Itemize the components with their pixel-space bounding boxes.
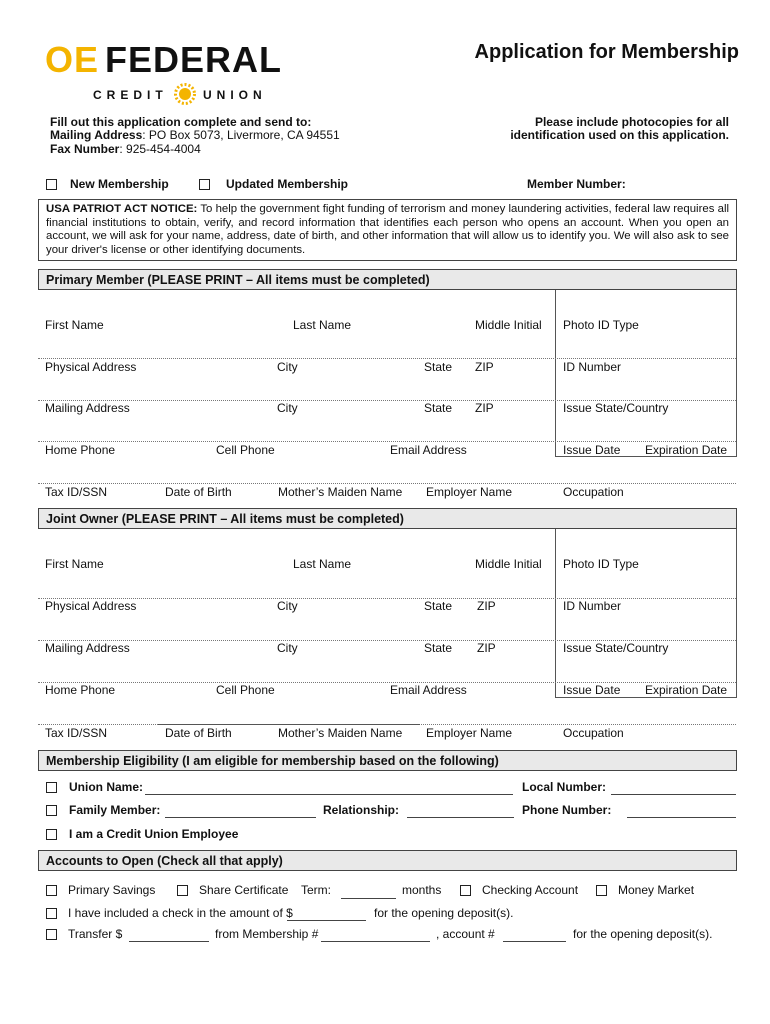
primary-dob[interactable]: Date of Birth xyxy=(165,485,232,499)
primary-employer[interactable]: Employer Name xyxy=(426,485,513,499)
primary-email[interactable]: Email Address xyxy=(390,443,467,457)
primary-row3-line xyxy=(38,441,736,442)
joint-row3-line xyxy=(38,682,736,683)
joint-employer[interactable]: Employer Name xyxy=(426,726,513,740)
account-number-field[interactable] xyxy=(503,941,566,942)
fax-line xyxy=(50,142,201,156)
joint-photo-id-type[interactable]: Photo ID Type xyxy=(563,557,639,571)
employee-label: I am a Credit Union Employee xyxy=(69,827,239,841)
transfer-amount-field[interactable] xyxy=(129,941,209,942)
mailing-label: Mailing Address xyxy=(50,128,143,142)
employee-checkbox[interactable] xyxy=(46,829,57,840)
joint-id-divider xyxy=(555,529,556,698)
joint-right-border xyxy=(736,529,737,698)
joint-first-name[interactable]: First Name xyxy=(45,557,104,571)
new-membership-label: New Membership xyxy=(70,177,169,191)
local-number-field[interactable] xyxy=(611,794,736,795)
union-name-field[interactable] xyxy=(145,794,513,795)
primary-right-border xyxy=(736,290,737,457)
photocopy-note-2: identification used on this application. xyxy=(510,128,729,142)
term-field[interactable] xyxy=(341,898,396,899)
joint-zip[interactable]: ZIP xyxy=(477,599,496,613)
joint-expiration-date[interactable]: Expiration Date xyxy=(645,683,728,697)
family-member-field[interactable] xyxy=(165,817,316,818)
photocopy-note-1: Please include photocopies for all xyxy=(534,115,729,129)
new-membership-checkbox[interactable] xyxy=(46,179,57,190)
mailing-address-line xyxy=(50,128,340,142)
checking-account-label: Checking Account xyxy=(482,883,579,897)
logo-graphic xyxy=(45,40,325,110)
checking-account-checkbox[interactable] xyxy=(460,885,471,896)
joint-dob[interactable]: Date of Birth xyxy=(165,726,232,740)
joint-dob-underline xyxy=(158,724,420,725)
notice-body: To help the government fight funding of terrorism and money laundering activities, federal law requires all financial institutions to obtain, verify, and record information that identifies each person who opens an account. When you open an account, we will ask for your name, address, date of birth, and other information that will allow us to identify you. We will also ask to see your driver's license or other identifying documents. xyxy=(46,203,730,256)
updated-membership-label: Updated Membership xyxy=(226,177,349,191)
primary-middle-initial[interactable]: Middle Initial xyxy=(475,318,542,332)
term-label: Term: xyxy=(301,883,331,897)
logo-union: UNION xyxy=(203,88,267,102)
joint-mailing-address[interactable]: Mailing Address xyxy=(45,641,130,655)
member-number-label: Member Number: xyxy=(527,177,626,191)
transfer-label: Transfer $ xyxy=(68,927,123,941)
transfer-checkbox[interactable] xyxy=(46,929,57,940)
joint-owner-header: Joint Owner (PLEASE PRINT – All items must be completed) xyxy=(38,508,737,529)
joint-id-number[interactable]: ID Number xyxy=(563,599,622,613)
updated-membership-checkbox[interactable] xyxy=(199,179,210,190)
joint-row1-line xyxy=(38,598,736,599)
account-number-label: , account # xyxy=(436,927,495,941)
from-membership-field[interactable] xyxy=(321,941,430,942)
primary-issue-date[interactable]: Issue Date xyxy=(563,443,621,457)
joint-home-phone[interactable]: Home Phone xyxy=(45,683,116,697)
money-market-checkbox[interactable] xyxy=(596,885,607,896)
page-title: Application for Membership xyxy=(474,41,739,63)
joint-cell-phone[interactable]: Cell Phone xyxy=(216,683,275,697)
joint-city-2[interactable]: City xyxy=(277,641,298,655)
opening-deposit-label: for the opening deposit(s). xyxy=(374,906,514,920)
share-certificate-checkbox[interactable] xyxy=(177,885,188,896)
primary-id-number[interactable]: ID Number xyxy=(563,360,622,374)
primary-last-name[interactable]: Last Name xyxy=(293,318,352,332)
primary-physical-address[interactable]: Physical Address xyxy=(45,360,137,374)
primary-savings-label: Primary Savings xyxy=(68,883,156,897)
phone-number-label: Phone Number: xyxy=(522,803,612,817)
primary-savings-checkbox[interactable] xyxy=(46,885,57,896)
patriot-act-notice xyxy=(38,199,737,261)
share-certificate-label: Share Certificate xyxy=(199,883,289,897)
primary-state[interactable]: State xyxy=(424,360,453,374)
union-name-checkbox[interactable] xyxy=(46,782,57,793)
joint-email[interactable]: Email Address xyxy=(390,683,467,697)
money-market-label: Money Market xyxy=(618,883,695,897)
primary-expiration-date[interactable]: Expiration Date xyxy=(645,443,728,457)
accounts-header: Accounts to Open (Check all that apply) xyxy=(38,850,737,871)
primary-occupation[interactable]: Occupation xyxy=(563,485,624,499)
joint-maiden-name[interactable]: Mother’s Maiden Name xyxy=(278,726,403,740)
joint-last-name[interactable]: Last Name xyxy=(293,557,352,571)
logo-credit: CREDIT xyxy=(93,88,168,102)
logo-federal: FEDERAL xyxy=(105,40,282,80)
primary-first-name[interactable]: First Name xyxy=(45,318,104,332)
opening-deposit-label-2: for the opening deposit(s). xyxy=(573,927,713,941)
primary-photo-id-type[interactable]: Photo ID Type xyxy=(563,318,639,332)
relationship-field[interactable] xyxy=(407,817,514,818)
joint-tax-id[interactable]: Tax ID/SSN xyxy=(45,726,108,740)
notice-title: USA PATRIOT ACT NOTICE: xyxy=(46,203,198,215)
family-member-label: Family Member: xyxy=(69,803,161,817)
primary-tax-id[interactable]: Tax ID/SSN xyxy=(45,485,108,499)
union-name-label: Union Name: xyxy=(69,780,144,794)
joint-middle-initial[interactable]: Middle Initial xyxy=(475,557,542,571)
joint-physical-address[interactable]: Physical Address xyxy=(45,599,137,613)
primary-zip[interactable]: ZIP xyxy=(475,360,494,374)
primary-home-phone[interactable]: Home Phone xyxy=(45,443,116,457)
check-included-checkbox[interactable] xyxy=(46,908,57,919)
primary-city-2[interactable]: City xyxy=(277,401,298,415)
joint-occupation[interactable]: Occupation xyxy=(563,726,624,740)
joint-issue-date[interactable]: Issue Date xyxy=(563,683,621,697)
check-amount-field[interactable] xyxy=(287,920,366,921)
logo xyxy=(45,40,325,110)
primary-issue-state[interactable]: Issue State/Country xyxy=(563,401,669,415)
primary-row5-line xyxy=(38,483,736,484)
fax-value: : 925-454-4004 xyxy=(119,142,201,156)
relationship-label: Relationship: xyxy=(323,803,400,817)
joint-zip-2[interactable]: ZIP xyxy=(477,641,496,655)
local-number-label: Local Number: xyxy=(522,780,607,794)
fax-label: Fax Number xyxy=(50,142,120,156)
primary-zip-2[interactable]: ZIP xyxy=(475,401,494,415)
primary-member-header: Primary Member (PLEASE PRINT – All items must be completed) xyxy=(38,269,737,290)
joint-row4-line xyxy=(555,697,736,698)
send-instructions: Fill out this application complete and send to: xyxy=(50,115,312,129)
primary-id-divider xyxy=(555,290,556,457)
joint-state[interactable]: State xyxy=(424,599,453,613)
joint-issue-state[interactable]: Issue State/Country xyxy=(563,641,669,655)
mailing-value: : PO Box 5073, Livermore, CA 94551 xyxy=(142,128,340,142)
joint-state-2[interactable]: State xyxy=(424,641,453,655)
phone-number-field[interactable] xyxy=(627,817,736,818)
check-included-label: I have included a check in the amount of $ xyxy=(68,906,293,920)
logo-oe: OE xyxy=(45,40,100,80)
sun-icon xyxy=(176,85,195,104)
from-membership-label: from Membership # xyxy=(215,927,319,941)
primary-city[interactable]: City xyxy=(277,360,298,374)
months-label: months xyxy=(402,883,442,897)
primary-state-2[interactable]: State xyxy=(424,401,453,415)
eligibility-header: Membership Eligibility (I am eligible for membership based on the following) xyxy=(38,750,737,771)
primary-cell-phone[interactable]: Cell Phone xyxy=(216,443,275,457)
primary-maiden-name[interactable]: Mother’s Maiden Name xyxy=(278,485,403,499)
joint-city[interactable]: City xyxy=(277,599,298,613)
primary-mailing-address[interactable]: Mailing Address xyxy=(45,401,130,415)
primary-row1-line xyxy=(38,358,736,359)
family-member-checkbox[interactable] xyxy=(46,805,57,816)
